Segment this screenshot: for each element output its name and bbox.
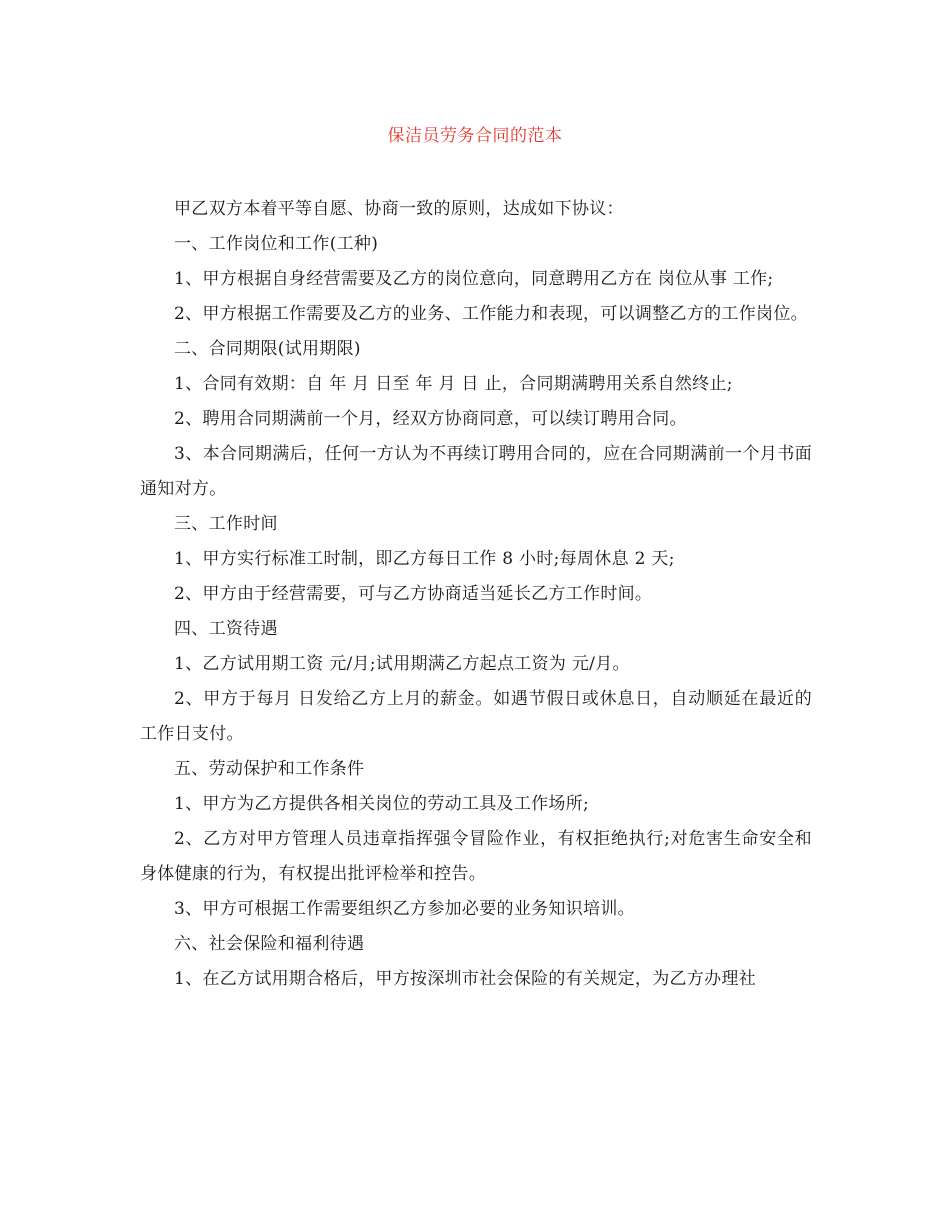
paragraph: 1、甲方根据自身经营需要及乙方的岗位意向，同意聘用乙方在 岗位从事 工作; bbox=[174, 269, 774, 289]
paragraph: 3、甲方可根据工作需要组织乙方参加必要的业务知识培训。 bbox=[174, 899, 635, 919]
section-heading: 六、社会保险和福利待遇 bbox=[174, 934, 365, 954]
paragraph: 1、甲方为乙方提供各相关岗位的劳动工具及工作场所; bbox=[174, 794, 590, 814]
section-heading: 一、工作岗位和工作(工种) bbox=[174, 234, 379, 254]
paragraph: 1、在乙方试用期合格后，甲方按深圳市社会保险的有关规定，为乙方办理社 bbox=[174, 969, 757, 989]
paragraph: 3、本合同期满后，任何一方认为不再续订聘用合同的，应在合同期满前一个月书面通知对方。 bbox=[140, 444, 812, 499]
section-heading: 四、工资待遇 bbox=[174, 619, 278, 639]
paragraph: 甲乙双方本着平等自愿、协商一致的原则，达成如下协议： bbox=[174, 199, 624, 219]
paragraph: 1、合同有效期：自 年 月 日至 年 月 日 止，合同期满聘用关系自然终止; bbox=[174, 374, 733, 394]
paragraph: 2、乙方对甲方管理人员违章指挥强令冒险作业，有权拒绝执行;对危害生命安全和身体健康的行为，有权提出批评检举和控告。 bbox=[140, 829, 812, 884]
section-heading: 五、劳动保护和工作条件 bbox=[174, 759, 365, 779]
paragraph: 1、乙方试用期工资 元/月;试用期满乙方起点工资为 元/月。 bbox=[174, 654, 630, 674]
paragraph: 2、聘用合同期满前一个月，经双方协商同意，可以续订聘用合同。 bbox=[174, 409, 687, 429]
section-heading: 三、工作时间 bbox=[174, 514, 278, 534]
document-body bbox=[140, 192, 812, 997]
document-title: 保洁员劳务合同的范本 bbox=[387, 126, 563, 146]
paragraph: 2、甲方由于经营需要，可与乙方协商适当延长乙方工作时间。 bbox=[174, 584, 653, 604]
paragraph: 2、甲方于每月 日发给乙方上月的薪金。如遇节假日或休息日，自动顺延在最近的工作日支付。 bbox=[140, 689, 812, 744]
paragraph: 1、甲方实行标准工时制，即乙方每日工作 8 小时;每周休息 2 天; bbox=[174, 549, 675, 569]
paragraph: 2、甲方根据工作需要及乙方的业务、工作能力和表现，可以调整乙方的工作岗位。 bbox=[174, 304, 808, 324]
section-heading: 二、合同期限(试用期限) bbox=[174, 339, 361, 359]
